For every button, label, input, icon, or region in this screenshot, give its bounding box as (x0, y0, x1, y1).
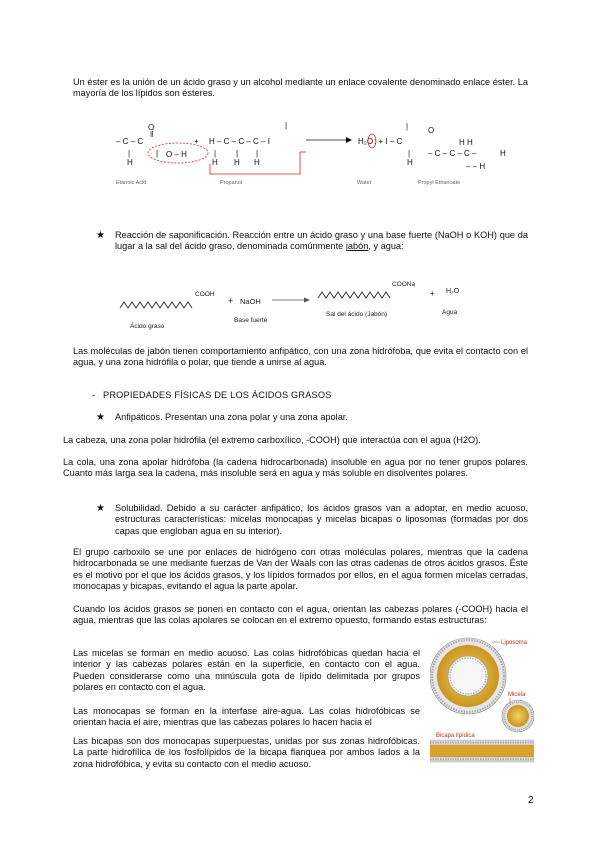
h2o-label: H₂O (446, 288, 460, 295)
page-number: 2 (528, 795, 534, 806)
svg-text:H: H (127, 158, 133, 167)
intro-paragraph: Un éster es la unión de un ácido graso y un alcohol mediante un enlace covalente denominado enlace éster. La mayoría de los lípidos son ésteres. (73, 77, 528, 99)
svg-text:H: H (407, 158, 413, 167)
svg-text:: + I – C: : + I – C (374, 137, 403, 146)
svg-text:+: + (194, 137, 199, 146)
star-bullet-icon: ★ (96, 230, 105, 241)
soap-reaction-svg (116, 270, 476, 332)
label-liposoma: Liposoma (501, 640, 528, 646)
svg-text:H: H (212, 158, 218, 167)
svg-text:|: | (128, 149, 131, 158)
monocapas-paragraph: Las monocapas se forman en la interfase aire-agua. Las colas hidrofóbicas se orientan hacia el aire, mientras que las cabezas polares lo hacen hacia el (73, 706, 420, 728)
svg-text:H: H (254, 158, 260, 167)
label-bicapa: Bicapa lipídica (436, 733, 475, 739)
cabeza-paragraph: La cabeza, una zona polar hidrófila (el extremo carboxílico, -COOH) que interactúa con el agua (H2O). (63, 435, 481, 445)
contacto-paragraph: Cuando los ácidos grasos se ponen en contacto con el agua, orientan las cabezas polares (-COOH) hacia el agua, mientras que las colas apolares se colocan en el extremo opuesto, formando estas estructuras: (73, 604, 528, 626)
label-agua: Agua (442, 309, 458, 316)
carboxilo-paragraph: El grupo carboxilo se une por enlaces de hidrógeno con otras moléculas polares, mientras que la cadena hidrocarbonada se une mediante fuerzas de Van der Waals con las otras cadenas de otros ácidos grasos. Éste es el motivo por el que los ácidos grasos, y los lípidos formados por ellos, en el agua formen micelas cerradas, monocapas y bicapas, evitando el agua la parte apolar. (73, 547, 528, 592)
coona-label: COONa (392, 281, 416, 288)
label-sal-acido: Sal del ácido (Jabón) (326, 311, 388, 318)
svg-text:|: | (214, 149, 217, 158)
svg-text:H H: H H (459, 138, 473, 147)
soap-reaction-diagram (116, 270, 476, 332)
saponification-text-b: , y agua: (368, 241, 404, 252)
svg-text:O: O (428, 126, 435, 135)
naoh-label: NaOH (240, 297, 261, 306)
label-base-fuerte: Base fuerte (234, 317, 268, 324)
lipid-structures-figure (430, 634, 534, 768)
cooh-label: COOH (195, 291, 215, 298)
plus-sign-1: + (228, 296, 234, 306)
svg-text:|: | (285, 121, 288, 130)
caption-propyl-ethanoate: Propyl Ethanoate (418, 180, 461, 186)
svg-text:|: | (406, 122, 409, 131)
saponification-title: Reacción de saponificación. (115, 230, 230, 240)
svg-text:O: O (148, 123, 155, 132)
svg-text:|: | (408, 149, 411, 158)
caption-propanol: Propanol (220, 180, 243, 186)
svg-text:|: | (236, 149, 239, 158)
svg-text:– C – C: – C – C (116, 137, 144, 146)
plus-sign-2: + (430, 289, 435, 298)
label-micela: Micela (508, 692, 526, 698)
ester-reaction-diagram (110, 118, 530, 196)
svg-text:– – H: – – H (466, 162, 486, 171)
svg-text:– C – C – C –: – C – C – C – (428, 149, 477, 158)
jabon-term: jabón (345, 241, 369, 252)
bicapas-paragraph: Las bicapas son dos monocapas superpuestas, unidas por sus zonas hidrofóbicas. La parte hidrofílica de los fosfolípidos de la bicapa flanquea por ambos lados a la zona hidrofóbica, y evita su contacto con el medio acuoso. (73, 736, 420, 769)
svg-text:H: H (500, 149, 506, 158)
soap-paragraph: Las moléculas de jabón tienen comportamiento anfipático, con una zona hidrófoba, que evita el contacto con el agua, y una zona hidrófila o polar, que tiende a unirse al agua. (73, 346, 528, 368)
caption-water: Water (357, 180, 372, 186)
svg-text:|: | (156, 149, 159, 158)
svg-text:O – H: O – H (166, 150, 187, 159)
anfipaticos-paragraph: Anfipáticos. Presentan una zona polar y una zona apolar. (115, 412, 348, 422)
section-dash: - (92, 390, 96, 400)
ester-reaction-svg (110, 118, 530, 196)
star-bullet-icon: ★ (96, 412, 105, 423)
svg-text:|: | (256, 149, 259, 158)
label-acido-graso: Ácido graso (130, 323, 165, 330)
svg-text:H: H (234, 158, 240, 167)
svg-text:H – C – C – C – I: H – C – C – C – I (209, 137, 270, 146)
micelas-paragraph: Las micelas se forman en medio acuoso. Las colas hidrofóbicas quedan hacia el interior y las cabezas polares están en la superficie, en contacto con el agua. Pueden considerarse como una minúscula gota de lípido delimitada por grupos polares en contacto con el agua. (73, 648, 420, 693)
saponification-paragraph (115, 230, 528, 253)
saponification-text-a: Reacción entre un ácido graso y una base fuerte (NaOH o KOH) que da lugar a la sal del ácido graso, denominada comúnmente (115, 230, 528, 252)
water-formula: H₂O (358, 137, 374, 146)
caption-etanoic-acid: Etanoic Acid (116, 180, 147, 186)
star-bullet-icon: ★ (96, 503, 105, 514)
section-title: PROPIEDADES FÍSICAS DE LOS ÁCIDOS GRASOS (103, 390, 332, 400)
svg-text:‖: ‖ (150, 130, 154, 139)
lipid-structures-svg (430, 634, 534, 768)
cola-paragraph: La cola, una zona apolar hidrófoba (la cadena hidrocarbonada) insoluble en agua por no tener grupos polares. Cuanto más larga sea la cadena, más insoluble será en agua y más soluble en disolventes polares. (63, 457, 528, 479)
solubilidad-paragraph: Solubilidad. Debido a su carácter anfipático, los ácidos grasos van a adoptar, en medio acuoso, estructuras características: micelas monocapas y micelas bicapas o liposomas (formadas por dos capas que engloban agua en su interior). (115, 503, 528, 536)
